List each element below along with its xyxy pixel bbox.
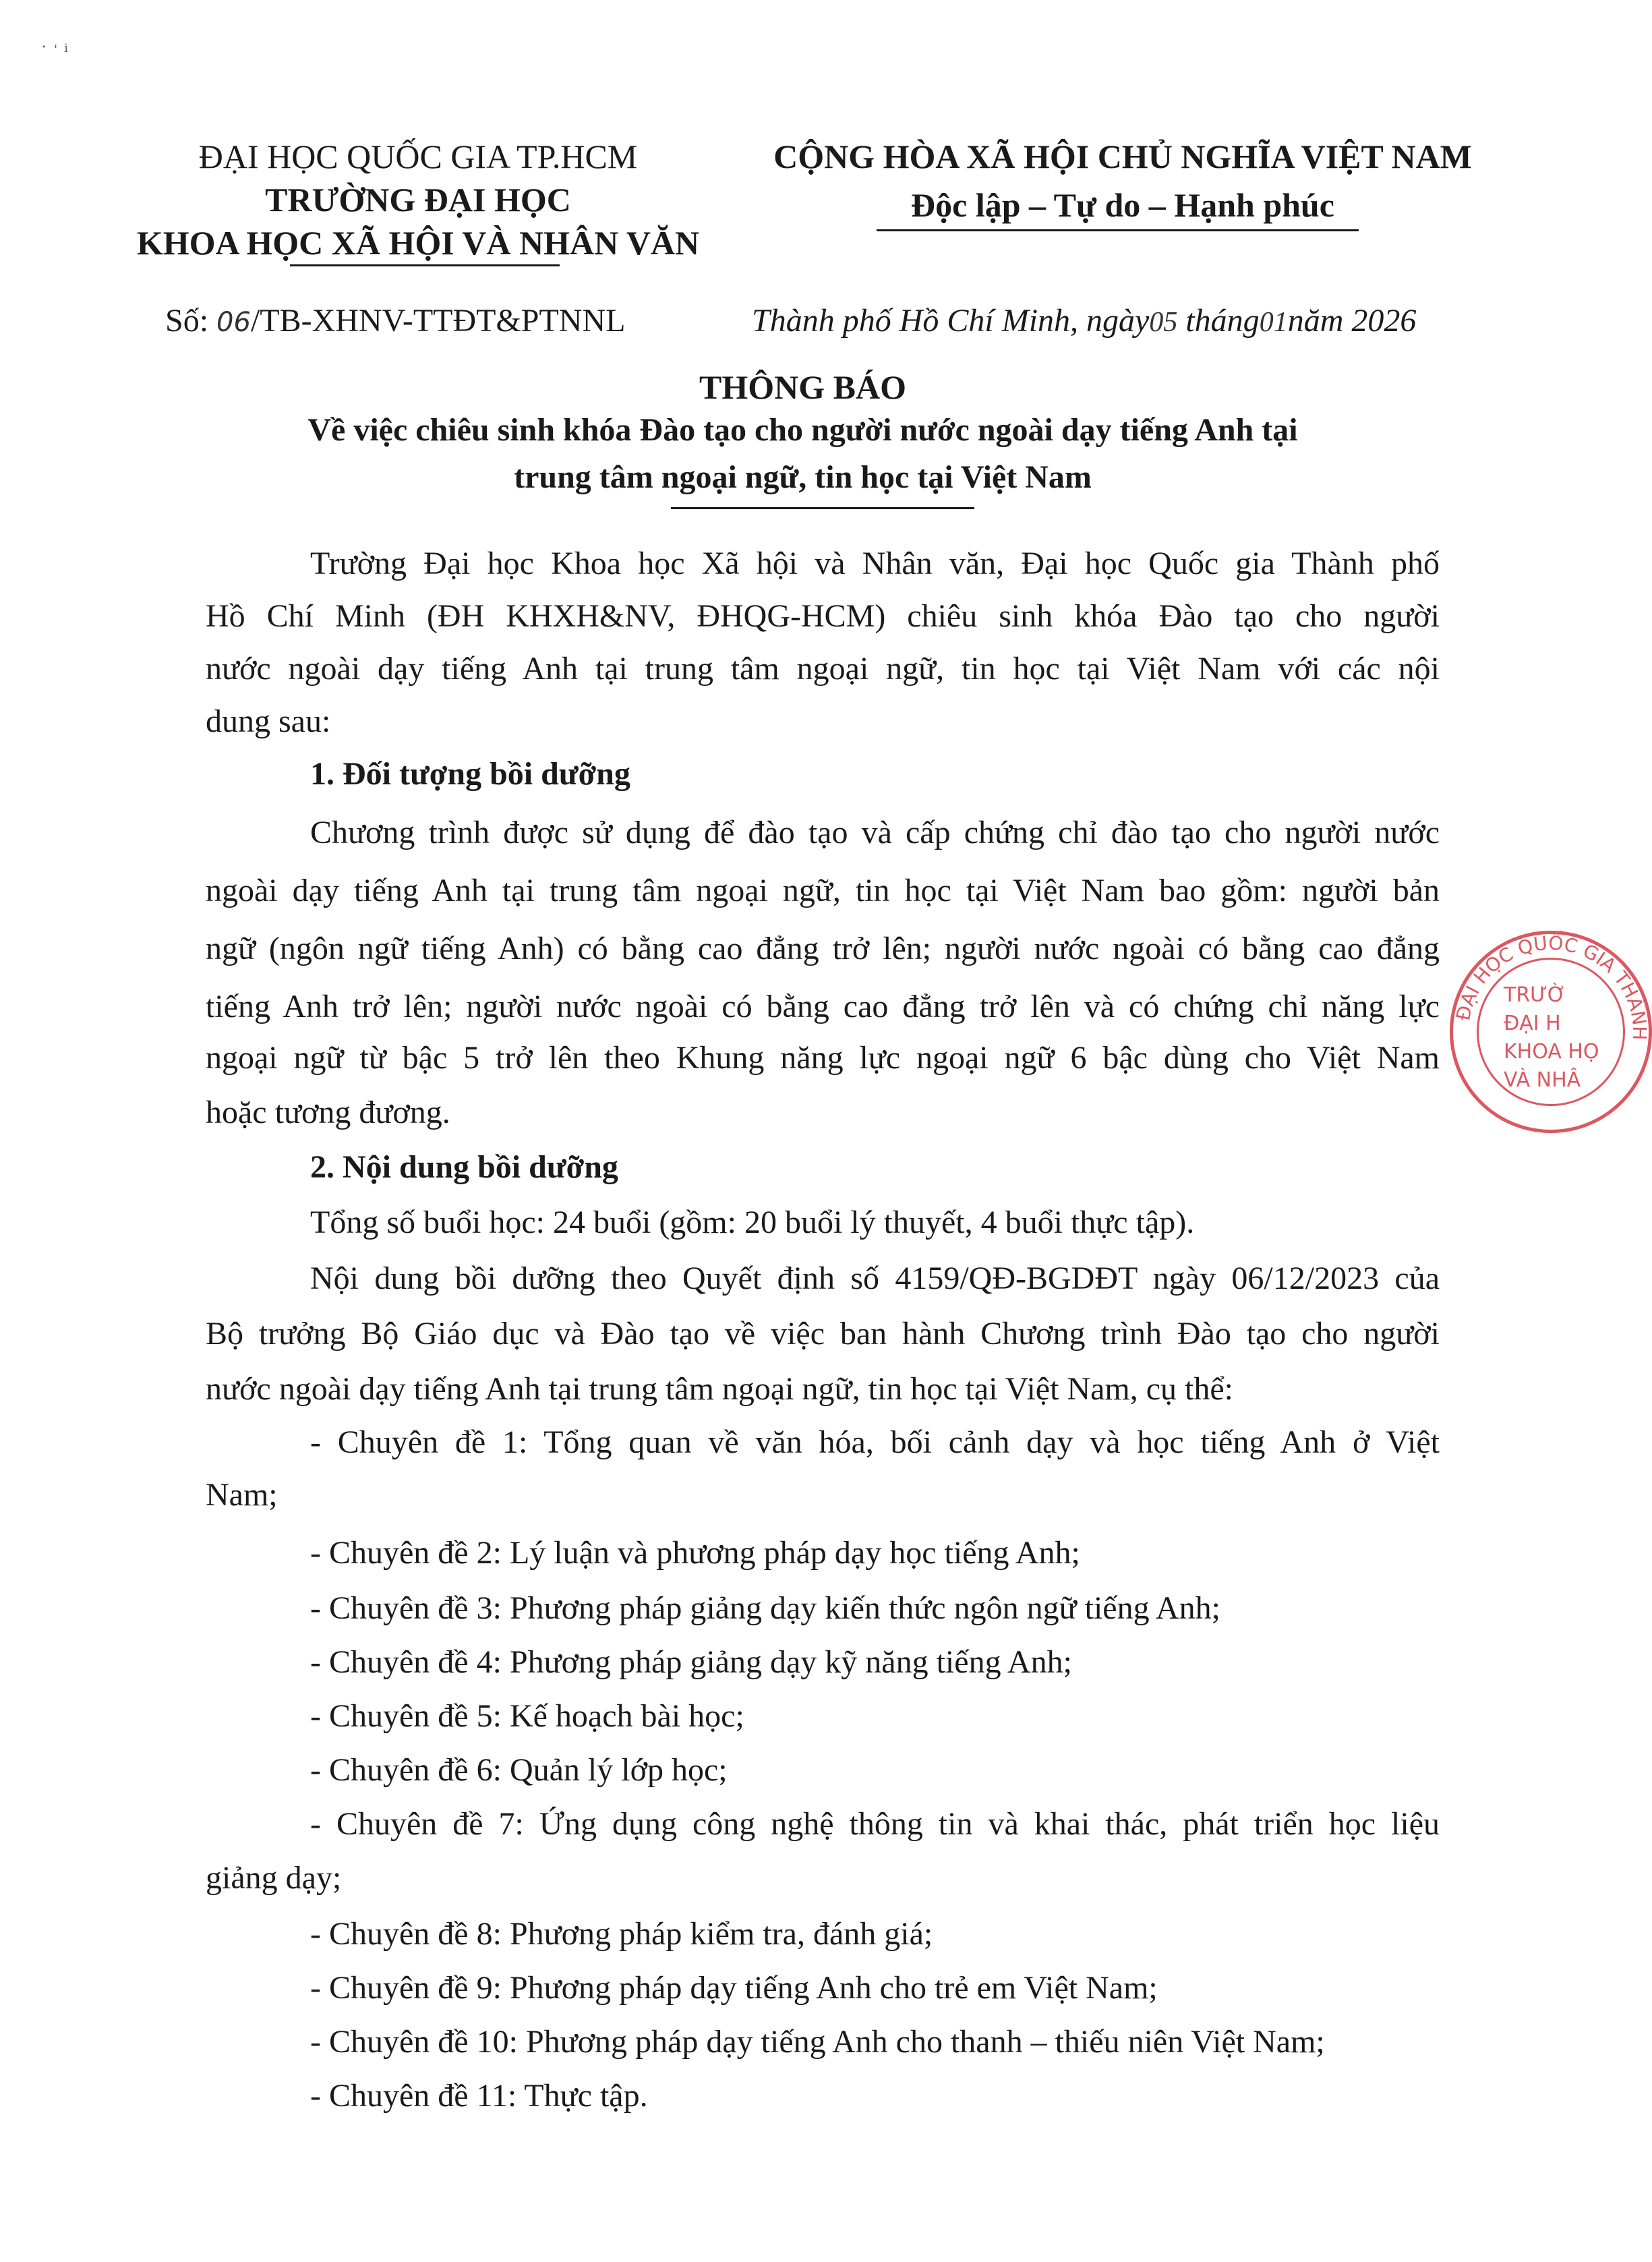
intro-line-3: nước ngoài dạy tiếng Anh tại trung tâm ngoại ngữ, tin học tại Việt Nam với các nội [206,651,1440,687]
section1-line-1: Chương trình được sử dụng để đào tạo và cấp chứng chỉ đào tạo cho người nước [310,815,1440,850]
topic-4: - Chuyên đề 4: Phương pháp giảng dạy kỹ năng tiếng Anh; [310,1644,1072,1680]
stamp-line-4: VÀ NHÂ [1504,1068,1581,1092]
doc-number-prefix: Số: [165,303,217,339]
date-day: 05 [1149,307,1178,338]
country-motto: Độc lập – Tự do – Hạnh phúc [911,186,1334,224]
topic-2: - Chuyên đề 2: Lý luận và phương pháp dạy học tiếng Anh; [310,1535,1080,1571]
section1-line-2: ngoài dạy tiếng Anh tại trung tâm ngoại ngữ, tin học tại Việt Nam bao gồm: người bản [206,873,1440,908]
topic-1-line-b: Nam; [206,1477,278,1513]
section1-line-3: ngữ (ngôn ngữ tiếng Anh) có bằng cao đẳng trở lên; người nước ngoài có bằng cao đẳng [206,931,1440,966]
intro-line-4: dung sau: [206,703,331,739]
date-part3: năm 2026 [1287,303,1417,339]
date-part1: Thành phố Hồ Chí Minh, ngày [752,303,1150,339]
notice-title: THÔNG BÁO [699,368,906,406]
intro-line-2: Hồ Chí Minh (ĐH KHXH&NV, ĐHQG-HCM) chiêu sinh khóa Đào tạo cho người [206,598,1440,634]
section1-line-4: tiếng Anh trở lên; người nước ngoài có bằng cao đẳng trở lên và có chứng chỉ năng lực [206,989,1440,1024]
section1-heading: 1. Đối tượng bồi dưỡng [310,756,630,792]
school-name-line1: TRƯỜNG ĐẠI HỌC [265,181,571,219]
country-name: CỘNG HÒA XÃ HỘI CHỦ NGHĨA VIỆT NAM [773,138,1472,175]
notice-subject-line1: Về việc chiêu sinh khóa Đào tạo cho người nước ngoài dạy tiếng Anh tại [307,412,1298,448]
topic-7-line-b: giảng dạy; [206,1860,342,1896]
official-stamp [1450,931,1652,1133]
date-part2: tháng [1177,303,1260,339]
doc-number-suffix: /TB-XHNV-TTĐT&PTNNL [250,303,626,339]
stamp-ring-path: ĐẠI HỌC QUỐC GIA THÀNH [1452,931,1651,1041]
doc-number-handwritten: 06 [216,307,251,338]
section2-sessions: Tổng số buổi học: 24 buổi (gồm: 20 buổi lý thuyết, 4 buổi thực tập). [310,1205,1195,1240]
date-month: 01 [1259,307,1288,338]
stamp-center-text [1504,981,1599,1095]
scan-mark: ˙ ˈ ⁱ [40,41,69,63]
header-left-underline [290,264,560,266]
university-name: ĐẠI HỌC QUỐC GIA TP.HCM [198,138,638,175]
topic-7-line-a: - Chuyên đề 7: Ứng dụng công nghệ thông tin và khai thác, phát triển học liệu [310,1806,1440,1842]
topic-1-line-a: - Chuyên đề 1: Tổng quan về văn hóa, bối cảnh dạy và học tiếng Anh ở Việt [310,1424,1440,1460]
section1-line-6: hoặc tương đương. [206,1095,450,1130]
topic-3: - Chuyên đề 3: Phương pháp giảng dạy kiến thức ngôn ngữ tiếng Anh; [310,1590,1220,1626]
stamp-line-2: ĐẠI H [1504,1012,1561,1035]
section2-line-1: Nội dung bồi dưỡng theo Quyết định số 4159/QĐ-BGDĐT ngày 06/12/2023 của [310,1260,1440,1296]
topic-9: - Chuyên đề 9: Phương pháp dạy tiếng Anh cho trẻ em Việt Nam; [310,1970,1158,2006]
header-left [115,135,721,264]
topic-8: - Chuyên đề 8: Phương pháp kiểm tra, đánh giá; [310,1916,933,1952]
header-right [735,135,1510,227]
header-right-underline [877,229,1359,231]
topic-11: - Chuyên đề 11: Thực tập. [310,2078,648,2114]
intro-line-1: Trường Đại học Khoa học Xã hội và Nhân văn, Đại học Quốc gia Thành phố [310,546,1440,581]
date-line [752,302,1416,339]
notice-subject-line2: trung tâm ngoại ngữ, tin học tại Việt Nam [514,459,1092,495]
topic-5: - Chuyên đề 5: Kế hoạch bài học; [310,1698,744,1734]
title-underline [671,507,974,509]
document-number [165,302,625,339]
topic-6: - Chuyên đề 6: Quản lý lớp học; [310,1752,728,1788]
section2-heading: 2. Nội dung bồi dưỡng [310,1149,618,1185]
topic-10: - Chuyên đề 10: Phương pháp dạy tiếng Anh cho thanh – thiếu niên Việt Nam; [310,2024,1325,2060]
section2-line-2: Bộ trưởng Bộ Giáo dục và Đào tạo về việc ban hành Chương trình Đào tạo cho người [206,1316,1440,1352]
section2-line-3: nước ngoài dạy tiếng Anh tại trung tâm ngoại ngữ, tin học tại Việt Nam, cụ thể: [206,1371,1233,1407]
school-name-line2: KHOA HỌC XÃ HỘI VÀ NHÂN VĂN [136,224,700,262]
section1-line-5: ngoại ngữ từ bậc 5 trở lên theo Khung năng lực ngoại ngữ 6 bậc dùng cho Việt Nam [206,1040,1440,1076]
stamp-line-3: KHOA HỌ [1504,1040,1599,1064]
stamp-line-1: TRƯỜ [1504,983,1566,1007]
